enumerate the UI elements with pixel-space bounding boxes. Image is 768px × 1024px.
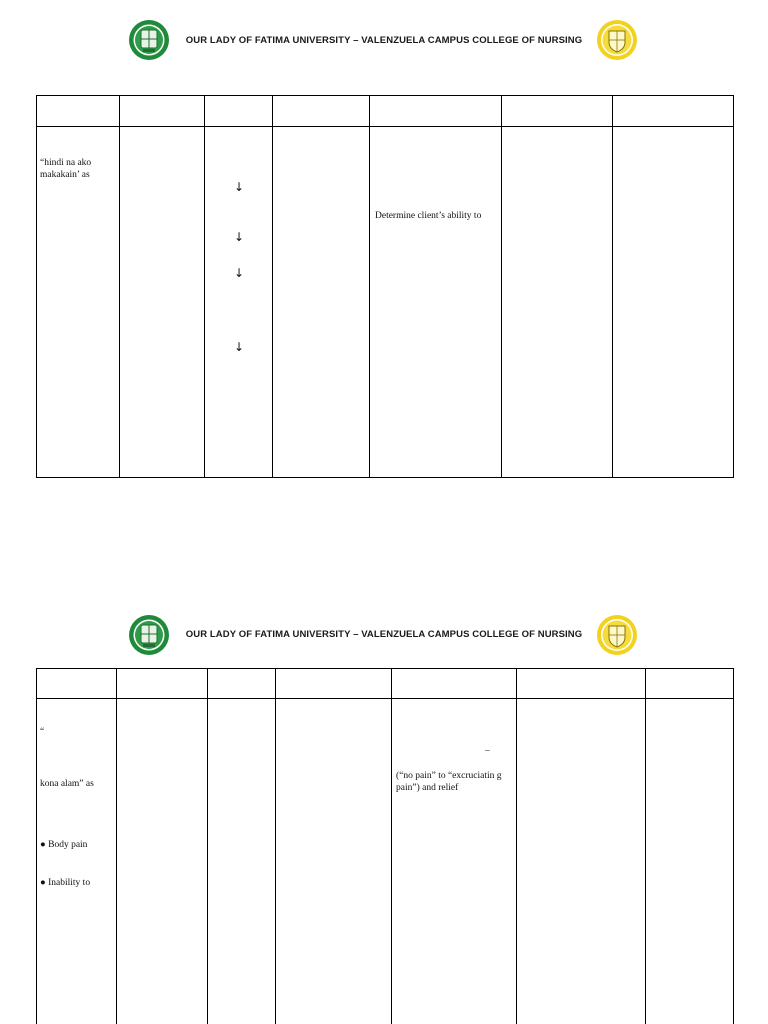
column-divider [501,95,502,478]
down-arrow-icon: ↓ [234,180,245,194]
bullet-body-pain: ● Body pain [40,840,88,850]
page-header-title: OUR LADY OF FATIMA UNIVERSITY – VALENZUELA CAMPUS COLLEGE OF NURSING [185,35,583,46]
table-border [36,668,37,1024]
table-border [733,668,734,1024]
column-divider [207,668,208,1024]
college-seal-icon [596,614,638,656]
column-divider [612,95,613,478]
table-border [36,95,37,478]
column-divider [645,668,646,1024]
table-header-divider [36,126,734,127]
column-divider [275,668,276,1024]
assessment-cue-text: kona alam” as [40,779,94,789]
opening-quote-mark: “ [40,727,45,737]
bullet-inability: ● Inability to [40,878,91,888]
assessment-cue-text: “hindi na ako makakain’ as [40,158,92,180]
down-arrow-icon: ↓ [234,340,245,354]
column-divider [272,95,273,478]
column-divider [516,668,517,1024]
page-header-title: OUR LADY OF FATIMA UNIVERSITY – VALENZUELA CAMPUS COLLEGE OF NURSING [185,629,583,640]
down-arrow-icon: ↓ [234,230,245,244]
table-header-divider [36,698,734,699]
column-divider [204,95,205,478]
college-seal-icon [596,19,638,61]
down-arrow-icon: ↓ [234,266,245,280]
column-divider [116,668,117,1024]
dash-mark: – [485,746,490,756]
column-divider [369,95,370,478]
column-divider [119,95,120,478]
table-border [36,668,734,669]
intervention-text: Determine client’s ability to [375,211,482,221]
table-border [36,95,734,96]
column-divider [391,668,392,1024]
table-border [733,95,734,478]
table-border [36,477,734,478]
intervention-text: (“no pain” to “excruciatin g pain”) and relief [396,771,502,793]
